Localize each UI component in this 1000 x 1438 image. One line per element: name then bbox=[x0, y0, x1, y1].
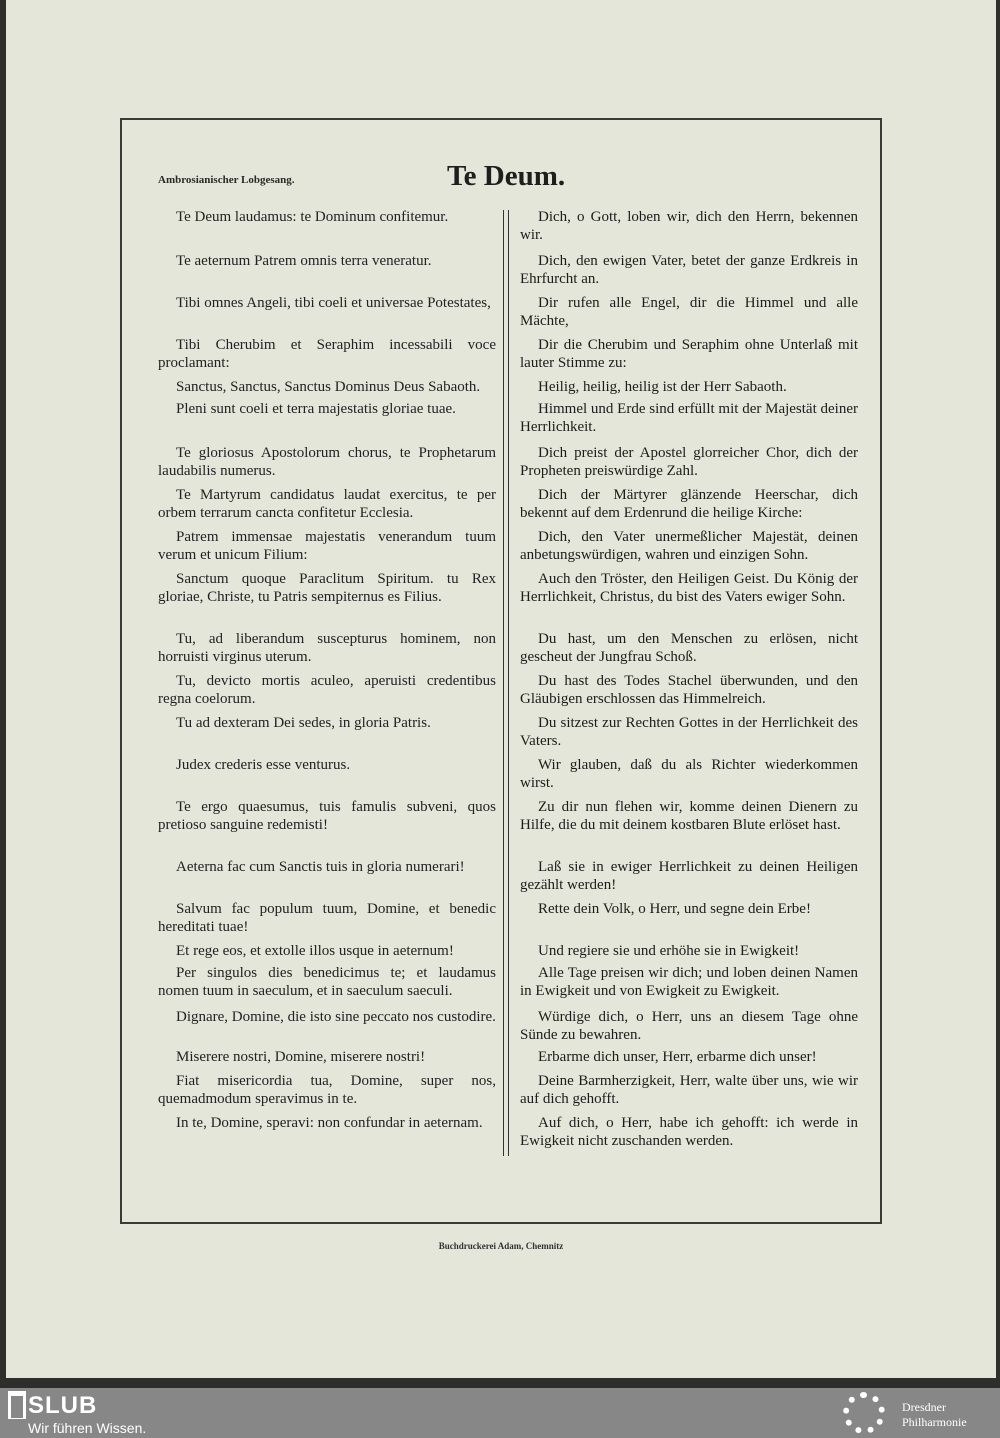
latin-text: Pleni sunt coeli et terra majestatis gloriae tuae. bbox=[176, 401, 456, 417]
latin-text: Tibi omnes Angeli, tibi coeli et universae Potestates, bbox=[176, 295, 491, 311]
latin-text: Te ergo quaesumus, tuis famulis subveni, quos pretioso sanguine redemisti! bbox=[158, 799, 496, 833]
verse-row bbox=[158, 444, 858, 486]
latin-text: Tu ad dexteram Dei sedes, in gloria Patris. bbox=[176, 715, 431, 731]
latin-text: Patrem immensae majestatis venerandum tuum verum et unicum Filium: bbox=[158, 529, 496, 563]
slub-logo-icon bbox=[8, 1391, 26, 1419]
german-text: Laß sie in ewiger Herrlichkeit zu deinen Heiligen gezählt werden! bbox=[520, 859, 858, 893]
latin-text: Aeterna fac cum Sanctis tuis in gloria numerari! bbox=[176, 859, 465, 875]
german-text: Dich der Märtyrer glänzende Heerschar, dich bekennt auf dem Erdenrund die heilige Kirche: bbox=[520, 487, 858, 521]
german-text: Himmel und Erde sind erfüllt mit der Majestät deiner Herrlichkeit. bbox=[520, 401, 858, 435]
verse-row bbox=[158, 672, 858, 714]
german-text: Rette dein Volk, o Herr, und segne dein Erbe! bbox=[538, 901, 811, 917]
latin-text: Salvum fac populum tuum, Domine, et benedic hereditati tuae! bbox=[158, 901, 496, 935]
verse-row bbox=[158, 294, 858, 336]
german-text: Auch den Tröster, den Heiligen Geist. Du König der Herrlichkeit, Christus, du bist des Vaters ewiger Sohn. bbox=[520, 571, 858, 605]
verse-row bbox=[158, 1008, 858, 1048]
verse-row bbox=[158, 570, 858, 630]
verse-row bbox=[158, 630, 858, 672]
footer-bar bbox=[0, 1388, 1000, 1438]
verse-row bbox=[158, 336, 858, 378]
german-text: Alle Tage preisen wir dich; und loben deinen Namen in Ewigkeit und von Ewigkeit zu Ewigkeit. bbox=[520, 965, 858, 999]
verse-row bbox=[158, 942, 858, 964]
verse-row bbox=[158, 1048, 858, 1072]
verse-row bbox=[158, 528, 858, 570]
slub-tagline: Wir führen Wissen. bbox=[28, 1420, 147, 1436]
latin-text: Sanctum quoque Paraclitum Spiritum. tu Rex gloriae, Christe, tu Patris sempiternus es Filius. bbox=[158, 571, 496, 605]
german-text: Dich, den Vater unermeßlicher Majestät, deinen anbetungswürdigen, wahren und einzigen Sohn. bbox=[520, 529, 858, 563]
printer-imprint: Buchdruckerei Adam, Chemnitz bbox=[438, 1241, 564, 1251]
verse-row bbox=[158, 964, 858, 1008]
german-text: Dich preist der Apostel glorreicher Chor, dich der Propheten preiswürdige Zahl. bbox=[520, 445, 858, 479]
german-text: Heilig, heilig, heilig ist der Herr Sabaoth. bbox=[538, 379, 787, 395]
subtitle: Ambrosianischer Lobgesang. bbox=[158, 174, 295, 186]
verse-row bbox=[158, 900, 858, 942]
german-text: Dich, den ewigen Vater, betet der ganze Erdkreis in Ehrfurcht an. bbox=[520, 253, 858, 287]
german-text: Du sitzest zur Rechten Gottes in der Herrlichkeit des Vaters. bbox=[520, 715, 858, 749]
latin-text: In te, Domine, speravi: non confundar in aeternam. bbox=[176, 1115, 483, 1131]
verse-row bbox=[158, 1072, 858, 1114]
german-text: Auf dich, o Herr, habe ich gehofft: ich werde in Ewigkeit nicht zuschanden werden. bbox=[520, 1115, 858, 1149]
german-text: Und regiere sie und erhöhe sie in Ewigkeit! bbox=[538, 943, 800, 959]
philharmonie-line1: Dresdner bbox=[902, 1400, 946, 1414]
german-text: Du hast des Todes Stachel überwunden, und den Gläubigen erschlossen das Himmelreich. bbox=[520, 673, 858, 707]
latin-text: Et rege eos, et extolle illos usque in aeternum! bbox=[176, 943, 454, 959]
latin-text: Te Deum laudamus: te Dominum confitemur. bbox=[176, 209, 449, 225]
latin-text: Tibi Cherubim et Seraphim incessabili voce proclamant: bbox=[158, 337, 496, 371]
german-text: Würdige dich, o Herr, uns an diesem Tage ohne Sünde zu bewahren. bbox=[520, 1009, 858, 1043]
verse-row bbox=[158, 400, 858, 444]
german-text: Wir glauben, daß du als Richter wiederkommen wirst. bbox=[520, 757, 858, 791]
philharmonie-logo-text[interactable] bbox=[902, 1400, 967, 1430]
document-page bbox=[6, 0, 996, 1378]
latin-text: Dignare, Domine, die isto sine peccato nos custodire. bbox=[176, 1009, 496, 1025]
latin-text: Per singulos dies benedicimus te; et laudamus nomen tuum in saeculum, et in saeculum saeculi. bbox=[158, 965, 496, 999]
latin-text: Te aeternum Patrem omnis terra veneratur. bbox=[176, 253, 432, 269]
verse-row bbox=[158, 378, 858, 400]
latin-text: Sanctus, Sanctus, Sanctus Dominus Deus Sabaoth. bbox=[176, 379, 481, 395]
german-text: Erbarme dich unser, Herr, erbarme dich unser! bbox=[538, 1049, 817, 1065]
verse-row bbox=[158, 486, 858, 528]
latin-text: Tu, ad liberandum suscepturus hominem, non horruisti virginus uterum. bbox=[158, 631, 496, 665]
verse-list bbox=[158, 208, 858, 1156]
verse-row bbox=[158, 252, 858, 294]
philharmonie-logo-icon bbox=[843, 1392, 885, 1434]
verse-row bbox=[158, 798, 858, 858]
latin-text: Judex crederis esse venturus. bbox=[176, 757, 351, 773]
page-title: Te Deum. bbox=[447, 160, 566, 192]
latin-text: Fiat misericordia tua, Domine, super nos, quemadmodum speravimus in te. bbox=[158, 1073, 496, 1107]
german-text: Dir rufen alle Engel, dir die Himmel und alle Mächte, bbox=[520, 295, 858, 329]
german-text: Dir die Cherubim und Seraphim ohne Unterlaß mit lauter Stimme zu: bbox=[520, 337, 858, 371]
german-text: Dich, o Gott, loben wir, dich den Herrn, bekennen wir. bbox=[520, 209, 858, 243]
german-text: Du hast, um den Menschen zu erlösen, nicht gescheut der Jungfrau Schoß. bbox=[520, 631, 858, 665]
slub-logo-text[interactable]: SLUB bbox=[28, 1392, 98, 1419]
philharmonie-line2: Philharmonie bbox=[902, 1415, 967, 1429]
latin-text: Miserere nostri, Domine, miserere nostri! bbox=[176, 1049, 426, 1065]
german-text: Deine Barmherzigkeit, Herr, walte über uns, wie wir auf dich gehofft. bbox=[520, 1073, 858, 1107]
verse-row bbox=[158, 714, 858, 756]
verse-row bbox=[158, 858, 858, 900]
german-text: Zu dir nun flehen wir, komme deinen Dienern zu Hilfe, die du mit deinem kostbaren Blute erlöset hast. bbox=[520, 799, 858, 833]
verse-row bbox=[158, 208, 858, 252]
latin-text: Te Martyrum candidatus laudat exercitus, te per orbem terrarum cancta confitetur Ecclesia. bbox=[158, 487, 496, 521]
verse-row bbox=[158, 756, 858, 798]
latin-text: Te gloriosus Apostolorum chorus, te Prophetarum laudabilis numerus. bbox=[158, 445, 496, 479]
latin-text: Tu, devicto mortis aculeo, aperuisti credentibus regna coelorum. bbox=[158, 673, 496, 707]
verse-row bbox=[158, 1114, 858, 1156]
